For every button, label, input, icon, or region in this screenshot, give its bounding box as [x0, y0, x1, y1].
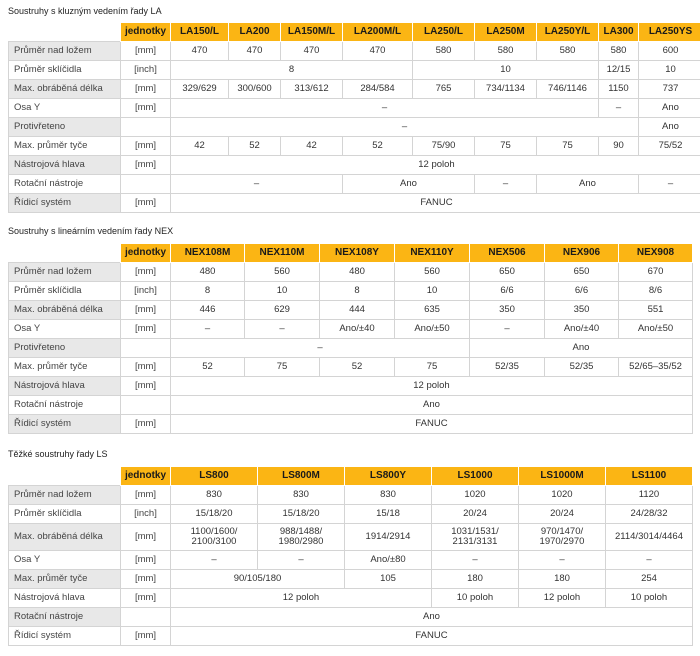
unit-header: jednotky [121, 244, 171, 263]
table-row [9, 570, 693, 589]
table-cell: 8/6 [619, 282, 693, 301]
table-cell: 75 [245, 358, 320, 377]
row-label: Max. obráběná délka [9, 80, 121, 99]
row-unit: [mm] [121, 42, 171, 61]
row-unit: [mm] [121, 377, 171, 396]
row-unit: [mm] [121, 301, 171, 320]
table-row [9, 156, 700, 175]
table-cell: 10 [395, 282, 470, 301]
row-unit: [inch] [121, 282, 171, 301]
row-label: Osa Y [9, 99, 121, 118]
table-cell: 329/629 [171, 80, 229, 99]
table-cell: 254 [606, 570, 693, 589]
table-row [9, 99, 700, 118]
row-unit: [mm] [121, 570, 171, 589]
model-header: LA250/L [413, 23, 475, 42]
table-cell: 15/18/20 [171, 505, 258, 524]
row-label: Nástrojová hlava [9, 156, 121, 175]
table-cell: 560 [395, 263, 470, 282]
table-cell: Ano [639, 99, 700, 118]
table-cell: – [171, 99, 599, 118]
table-cell: 470 [281, 42, 343, 61]
row-label: Max. průměr tyče [9, 358, 121, 377]
table-cell: 75 [475, 137, 537, 156]
table-cell: Ano [171, 608, 693, 627]
row-label: Max. průměr tyče [9, 137, 121, 156]
table-cell: 765 [413, 80, 475, 99]
table-cell: 350 [545, 301, 619, 320]
row-label: Rotační nástroje [9, 396, 121, 415]
model-header: NEX110Y [395, 244, 470, 263]
table-cell: 15/18/20 [258, 505, 345, 524]
table-row [9, 301, 693, 320]
table-cell: 670 [619, 263, 693, 282]
row-label: Protivřeteno [9, 118, 121, 137]
table-row [9, 61, 700, 80]
table-row [9, 194, 700, 213]
row-unit: [mm] [121, 80, 171, 99]
table-cell: 52/35 [470, 358, 545, 377]
table-cell: 1150 [599, 80, 639, 99]
table-row [9, 282, 693, 301]
model-header: LA150/L [171, 23, 229, 42]
row-label: Průměr sklíčidla [9, 505, 121, 524]
table-cell: 480 [320, 263, 395, 282]
table-cell: 734/1134 [475, 80, 537, 99]
table-cell: 12 poloh [171, 156, 700, 175]
table-row [9, 608, 693, 627]
table-cell: 15/18 [345, 505, 432, 524]
table-cell: 470 [171, 42, 229, 61]
model-header: LS800Y [345, 467, 432, 486]
table-cell: 470 [229, 42, 281, 61]
row-label: Průměr nad ložem [9, 486, 121, 505]
row-unit [121, 339, 171, 358]
table-cell: 75/52 [639, 137, 700, 156]
table-cell: – [639, 175, 700, 194]
row-label: Max. obráběná délka [9, 524, 121, 551]
model-header: LA300 [599, 23, 639, 42]
row-unit: [mm] [121, 194, 171, 213]
table-cell: – [599, 99, 639, 118]
model-header: LS1100 [606, 467, 693, 486]
unit-header: jednotky [121, 23, 171, 42]
section-title-nex: Soustruhy s lineárním vedením řady NEX [8, 226, 174, 236]
table-cell: 480 [171, 263, 245, 282]
row-unit: [mm] [121, 156, 171, 175]
table-cell: 1031/1531/ 2131/3131 [432, 524, 519, 551]
table-row [9, 551, 693, 570]
table-cell: 12/15 [599, 61, 639, 80]
row-unit: [mm] [121, 627, 171, 646]
table-cell: – [171, 339, 470, 358]
table-cell: 551 [619, 301, 693, 320]
table-cell: 650 [470, 263, 545, 282]
table-cell: 2114/3014/4464 [606, 524, 693, 551]
model-header: LS1000M [519, 467, 606, 486]
table-cell: 75 [395, 358, 470, 377]
table-cell: 6/6 [470, 282, 545, 301]
table-cell: Ano/±80 [345, 551, 432, 570]
table-cell: 42 [281, 137, 343, 156]
table-cell: 580 [599, 42, 639, 61]
table-cell: Ano [171, 396, 693, 415]
table-cell: 8 [320, 282, 395, 301]
table-row [9, 505, 693, 524]
row-label: Průměr nad ložem [9, 263, 121, 282]
model-header: LS1000 [432, 467, 519, 486]
table-cell: 52/65–35/52 [619, 358, 693, 377]
row-unit: [mm] [121, 486, 171, 505]
table-cell: 830 [171, 486, 258, 505]
table-cell: – [171, 551, 258, 570]
row-label: Rotační nástroje [9, 608, 121, 627]
table-cell: 470 [343, 42, 413, 61]
table-cell: 313/612 [281, 80, 343, 99]
table-cell: 1914/2914 [345, 524, 432, 551]
table-cell: – [475, 175, 537, 194]
row-label: Nástrojová hlava [9, 589, 121, 608]
row-unit: [mm] [121, 551, 171, 570]
table-cell: 10 [413, 61, 599, 80]
table-cell: 52 [320, 358, 395, 377]
section-title-la: Soustruhy s kluzným vedením řady LA [8, 6, 162, 16]
table-cell: 180 [519, 570, 606, 589]
table-row [9, 263, 693, 282]
table-cell: 830 [345, 486, 432, 505]
row-unit: [mm] [121, 137, 171, 156]
table-cell: 8 [171, 61, 413, 80]
table-cell: Ano/±40 [545, 320, 619, 339]
row-label: Nástrojová hlava [9, 377, 121, 396]
table-cell: 600 [639, 42, 700, 61]
spec-table-la [8, 22, 700, 213]
table-cell: 12 poloh [171, 377, 693, 396]
table-row [9, 396, 693, 415]
table-cell: 988/1488/ 1980/2980 [258, 524, 345, 551]
header-row [9, 467, 693, 486]
table-cell: 90/105/180 [171, 570, 345, 589]
table-cell: 105 [345, 570, 432, 589]
table-cell: Ano/±50 [395, 320, 470, 339]
row-unit [121, 118, 171, 137]
table-row [9, 415, 693, 434]
table-row [9, 358, 693, 377]
table-cell: 20/24 [432, 505, 519, 524]
row-unit: [inch] [121, 505, 171, 524]
table-row [9, 42, 700, 61]
table-row [9, 524, 693, 551]
header-row [9, 23, 700, 42]
table-cell: Ano [470, 339, 693, 358]
table-cell: 52/35 [545, 358, 619, 377]
header-row [9, 244, 693, 263]
row-unit: [mm] [121, 358, 171, 377]
table-cell: 12 poloh [519, 589, 606, 608]
row-label: Řídicí systém [9, 627, 121, 646]
table-cell: 1120 [606, 486, 693, 505]
table-cell: 300/600 [229, 80, 281, 99]
model-header: LA250M [475, 23, 537, 42]
table-row [9, 627, 693, 646]
row-label: Max. průměr tyče [9, 570, 121, 589]
row-unit [121, 175, 171, 194]
row-unit [121, 396, 171, 415]
table-row [9, 80, 700, 99]
row-unit: [inch] [121, 61, 171, 80]
spec-table-ls [8, 466, 693, 646]
table-cell: FANUC [171, 194, 700, 213]
table-cell: 635 [395, 301, 470, 320]
table-cell: 1020 [432, 486, 519, 505]
row-label: Osa Y [9, 551, 121, 570]
table-cell: – [171, 320, 245, 339]
table-cell: 1020 [519, 486, 606, 505]
model-header: NEX108Y [320, 244, 395, 263]
table-row [9, 589, 693, 608]
model-header: NEX908 [619, 244, 693, 263]
table-cell: 180 [432, 570, 519, 589]
model-header: LA250YS [639, 23, 700, 42]
table-cell: 284/584 [343, 80, 413, 99]
table-cell: FANUC [171, 415, 693, 434]
row-label: Rotační nástroje [9, 175, 121, 194]
table-cell: 52 [343, 137, 413, 156]
table-row [9, 137, 700, 156]
table-cell: 6/6 [545, 282, 619, 301]
table-cell: 446 [171, 301, 245, 320]
unit-header: jednotky [121, 467, 171, 486]
row-label: Protivřeteno [9, 339, 121, 358]
row-label: Max. obráběná délka [9, 301, 121, 320]
table-cell: 650 [545, 263, 619, 282]
row-unit [121, 608, 171, 627]
table-row [9, 175, 700, 194]
table-cell: 580 [413, 42, 475, 61]
table-cell: 12 poloh [171, 589, 432, 608]
row-label: Průměr nad ložem [9, 42, 121, 61]
table-cell: 830 [258, 486, 345, 505]
table-cell: 560 [245, 263, 320, 282]
row-label: Průměr sklíčidla [9, 61, 121, 80]
section-title-ls: Těžké soustruhy řady LS [8, 449, 108, 459]
table-cell: 1100/1600/ 2100/3100 [171, 524, 258, 551]
table-cell: 580 [475, 42, 537, 61]
model-header: NEX506 [470, 244, 545, 263]
table-cell: 20/24 [519, 505, 606, 524]
table-cell: 970/1470/ 1970/2970 [519, 524, 606, 551]
row-unit: [mm] [121, 524, 171, 551]
model-header: LS800 [171, 467, 258, 486]
table-row [9, 118, 700, 137]
model-header: LS800M [258, 467, 345, 486]
table-cell: FANUC [171, 627, 693, 646]
table-cell: 350 [470, 301, 545, 320]
table-cell: 10 [639, 61, 700, 80]
table-cell: Ano [537, 175, 639, 194]
table-cell: 10 [245, 282, 320, 301]
row-unit: [mm] [121, 263, 171, 282]
row-unit: [mm] [121, 320, 171, 339]
spec-table-nex [8, 243, 693, 434]
table-cell: – [432, 551, 519, 570]
table-cell: 24/28/32 [606, 505, 693, 524]
model-header: LA250Y/L [537, 23, 599, 42]
table-cell: – [519, 551, 606, 570]
model-header: LA200 [229, 23, 281, 42]
table-cell: – [470, 320, 545, 339]
table-cell: 42 [171, 137, 229, 156]
row-unit: [mm] [121, 99, 171, 118]
row-label: Osa Y [9, 320, 121, 339]
table-row [9, 339, 693, 358]
table-row [9, 377, 693, 396]
table-cell: 52 [171, 358, 245, 377]
row-unit: [mm] [121, 589, 171, 608]
table-row [9, 486, 693, 505]
model-header: LA200M/L [343, 23, 413, 42]
table-cell: – [171, 118, 639, 137]
table-cell: 580 [537, 42, 599, 61]
table-cell: 444 [320, 301, 395, 320]
table-cell: 75 [537, 137, 599, 156]
model-header: LA150M/L [281, 23, 343, 42]
table-cell: 629 [245, 301, 320, 320]
row-unit: [mm] [121, 415, 171, 434]
model-header: NEX108M [171, 244, 245, 263]
table-cell: – [606, 551, 693, 570]
table-cell: Ano [639, 118, 700, 137]
model-header: NEX906 [545, 244, 619, 263]
table-cell: 52 [229, 137, 281, 156]
table-cell: – [245, 320, 320, 339]
table-cell: 10 poloh [606, 589, 693, 608]
row-label: Průměr sklíčidla [9, 282, 121, 301]
model-header: NEX110M [245, 244, 320, 263]
row-label: Řídicí systém [9, 194, 121, 213]
table-cell: Ano/±50 [619, 320, 693, 339]
table-cell: 737 [639, 80, 700, 99]
table-row [9, 320, 693, 339]
table-cell: 746/1146 [537, 80, 599, 99]
table-cell: 8 [171, 282, 245, 301]
table-cell: 10 poloh [432, 589, 519, 608]
table-cell: Ano [343, 175, 475, 194]
table-cell: Ano/±40 [320, 320, 395, 339]
table-cell: – [258, 551, 345, 570]
table-cell: 90 [599, 137, 639, 156]
row-label: Řídicí systém [9, 415, 121, 434]
table-cell: 75/90 [413, 137, 475, 156]
table-cell: – [171, 175, 343, 194]
